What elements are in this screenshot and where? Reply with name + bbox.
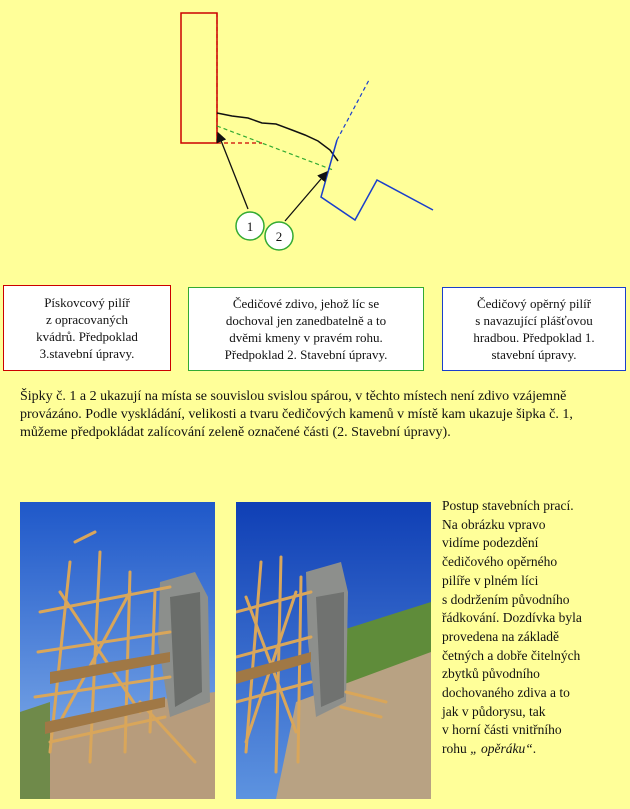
construction-notes: [442, 497, 627, 759]
basalt-pillar-dashed-extension: [337, 80, 369, 140]
legend-basalt-pillar-text: Čedičový opěrný pilíř s navazující plášťovou hradbou. Předpoklad 1. stavební úpravy.: [473, 296, 595, 362]
photo-rebuilt-pillar: [236, 502, 431, 799]
legend-basalt-masonry-text: Čedičové zdivo, jehož líc se dochoval jen zanedbatelně a to dvěmi kmeny v pravém rohu. Předpoklad 2. Stavební úpravy.: [224, 296, 388, 362]
arrows-description: Šipky č. 1 a 2 ukazují na místa se souvislou svislou spárou, v těchto místech není zdivo vzájemně provázáno. Podle vyskládání, velikosti a tvaru čedičových kamenů v místě kam ukazuje šipka č. 1, můžeme předpokládat zalícování zeleně označené části (2. Stavební úpravy).: [20, 389, 573, 440]
legend-basalt-masonry: [188, 287, 424, 371]
construction-notes-quote: „ opěráku“: [470, 741, 533, 757]
arrow-1: [218, 133, 248, 209]
arrow-1-label: 1: [246, 219, 254, 234]
legend-sandstone-text: Pískovcový pilíř z opracovaných kvádrů. Předpoklad 3.stavební úpravy.: [36, 295, 138, 361]
construction-notes-body: Postup stavebních prací. Na obrázku vpravo vidíme podezdění čedičového opěrného pilíře v plném líci s dodržením původního řádkování. Dozdívka byla provedena na základě četných a dobře čitelných zbytků původního dochovaného zdiva a to jak v půdorysu, tak v horní části vnitřního rohu: [442, 498, 582, 757]
basalt-masonry-remnant-line: [217, 113, 338, 161]
construction-notes-end: .: [532, 741, 537, 757]
sandstone-pillar-outline: [181, 13, 217, 143]
legend-basalt-pillar: [442, 287, 626, 371]
legend-sandstone-pillar: [3, 285, 171, 371]
floor-plan-diagram: [0, 0, 630, 260]
photo-scaffolding-pillar: [20, 502, 215, 799]
basalt-pillar-wall-line: [321, 140, 433, 220]
green-dashed-face-line: [217, 126, 333, 170]
arrow-2-label: 2: [275, 229, 283, 244]
